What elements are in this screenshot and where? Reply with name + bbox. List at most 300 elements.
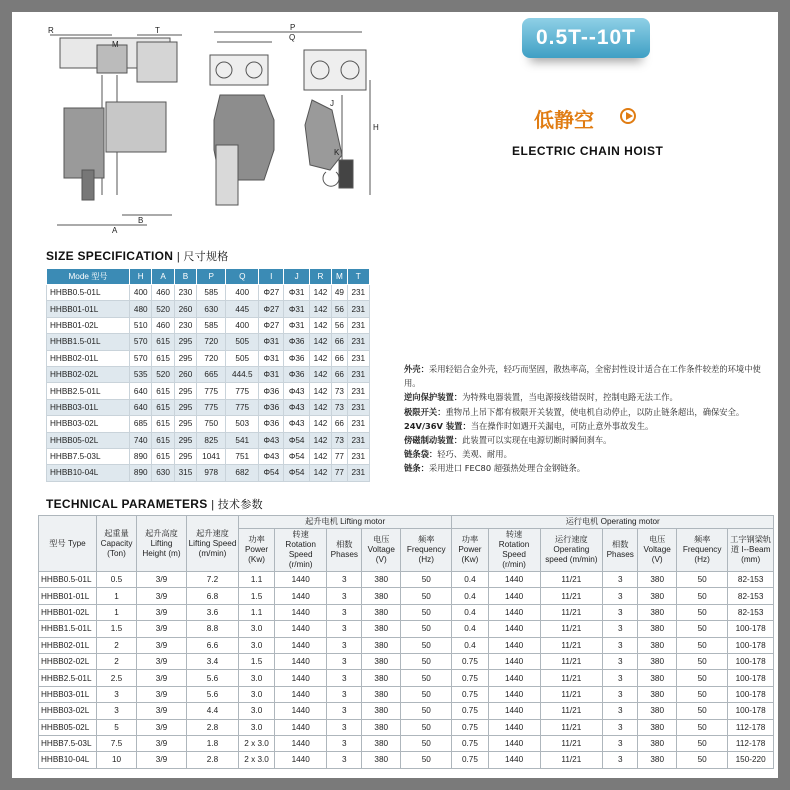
tech-table-cell: 3.6 <box>187 604 239 620</box>
tech-table-cell: 380 <box>362 686 401 702</box>
size-table-cell: Φ31 <box>284 301 309 317</box>
size-table-cell: 615 <box>152 350 174 366</box>
size-table-cell: 775 <box>226 383 259 399</box>
tech-table-cell: 3 <box>327 686 362 702</box>
size-table-cell: 615 <box>152 334 174 350</box>
tech-table-cell: 0.4 <box>452 604 488 620</box>
size-table-cell: Φ31 <box>259 350 284 366</box>
tech-table-cell: 3/9 <box>137 588 187 604</box>
tech-table-cell: 3 <box>603 703 638 719</box>
size-table-cell: 640 <box>130 383 152 399</box>
size-table-cell: 231 <box>347 350 369 366</box>
feature-label: 外壳： <box>404 364 429 374</box>
tech-table-cell: 5.6 <box>187 686 239 702</box>
tech-table-row <box>39 653 774 669</box>
size-table-row <box>47 465 370 481</box>
dim-label-b: B <box>138 216 144 225</box>
tech-table-cell: 1440 <box>488 703 540 719</box>
tech-table-cell: 0.75 <box>452 719 488 735</box>
tech-table-cell: 380 <box>362 703 401 719</box>
tech-params-heading: TECHNICAL PARAMETERS | 技术参数 <box>46 497 263 511</box>
tech-table-cell: 1.5 <box>97 621 137 637</box>
dim-label-p: P <box>290 23 296 32</box>
tech-table-row <box>39 588 774 604</box>
tech-table-cell: 112-178 <box>728 719 774 735</box>
tech-table-cell: 3/9 <box>137 653 187 669</box>
tech-table-cell: 0.4 <box>452 637 488 653</box>
feature-text: 当在操作时如遇开关漏电，可防止意外事故发生。 <box>470 420 654 431</box>
size-table-cell: 400 <box>226 285 259 301</box>
tech-table-row <box>39 621 774 637</box>
tech-table-cell: 1440 <box>488 719 540 735</box>
tech-table-cell: 1440 <box>488 604 540 620</box>
tech-table-cell: 380 <box>638 735 677 751</box>
size-table-cell: 615 <box>152 432 174 448</box>
tech-table-cell: 380 <box>638 604 677 620</box>
tech-table-cell: 100-178 <box>728 703 774 719</box>
size-table-cell: 444.5 <box>226 366 259 382</box>
tech-table-row <box>39 735 774 751</box>
feature-label: 链条： <box>404 463 429 474</box>
size-table-cell: 400 <box>226 317 259 333</box>
tech-table-cell: 380 <box>638 572 677 588</box>
tech-table-cell: 3.0 <box>239 670 275 686</box>
tech-table-cell: 100-178 <box>728 621 774 637</box>
tech-table-cell: 2.5 <box>97 670 137 686</box>
th-om-voltage: 电压 Voltage (V) <box>638 529 677 572</box>
tech-table-cell: 11/21 <box>540 621 603 637</box>
dim-label-k: K <box>334 148 340 157</box>
size-table-cell: Φ36 <box>259 383 284 399</box>
size-table-cell: 142 <box>309 432 331 448</box>
tech-table-cell: 50 <box>401 637 452 653</box>
size-table-cell: HHBB03-01L <box>47 399 130 415</box>
size-table-cell: 775 <box>197 383 226 399</box>
tech-table-cell: 11/21 <box>540 604 603 620</box>
tech-table-cell: 11/21 <box>540 752 603 768</box>
size-col-header: A <box>152 269 174 285</box>
tech-table-cell: 380 <box>638 653 677 669</box>
tech-table-cell: 3 <box>327 604 362 620</box>
tech-table-cell: 3/9 <box>137 686 187 702</box>
dim-label-h: H <box>373 123 379 132</box>
size-table-row <box>47 301 370 317</box>
size-table-cell: Φ36 <box>259 416 284 432</box>
size-table-cell: 56 <box>332 301 347 317</box>
dim-label-q: Q <box>289 33 296 42</box>
tech-table-row <box>39 637 774 653</box>
size-table-cell: Φ31 <box>259 334 284 350</box>
tech-table-cell: 3 <box>327 588 362 604</box>
size-table-cell: Φ31 <box>284 317 309 333</box>
size-table-cell: 505 <box>226 350 259 366</box>
size-table-row <box>47 383 370 399</box>
tech-table-cell: 380 <box>362 604 401 620</box>
feature-list <box>404 362 766 476</box>
tech-table-cell: 0.75 <box>452 735 488 751</box>
size-table-cell: 890 <box>130 448 152 464</box>
size-table-cell: Φ27 <box>259 285 284 301</box>
tech-table-cell: 3.4 <box>187 653 239 669</box>
tech-table-cell: 380 <box>362 719 401 735</box>
size-table-cell: 541 <box>226 432 259 448</box>
size-table-cell: HHBB7.5-03L <box>47 448 130 464</box>
size-col-header: M <box>332 269 347 285</box>
tech-table-cell: 50 <box>677 719 728 735</box>
tech-table-cell: 1440 <box>275 572 327 588</box>
dim-label-r: R <box>48 26 54 35</box>
feature-item <box>404 461 766 475</box>
tech-table-cell: 50 <box>401 735 452 751</box>
size-table-cell: Φ27 <box>259 301 284 317</box>
size-table-cell: 231 <box>347 317 369 333</box>
size-col-header: H <box>130 269 152 285</box>
tech-table-cell: 1440 <box>275 670 327 686</box>
tech-table-cell: HHBB10-04L <box>39 752 97 768</box>
tech-table-cell: 3 <box>327 735 362 751</box>
tech-table-cell: HHBB7.5-03L <box>39 735 97 751</box>
th-capacity: 起重量 Capacity (Ton) <box>97 516 137 572</box>
tech-table-cell: 7.2 <box>187 572 239 588</box>
size-table-cell: 231 <box>347 366 369 382</box>
tech-table-cell: 3/9 <box>137 621 187 637</box>
size-col-header: Q <box>226 269 259 285</box>
size-table-cell: 890 <box>130 465 152 481</box>
size-table-cell: 775 <box>197 399 226 415</box>
tech-table-cell: 380 <box>638 752 677 768</box>
size-table-cell: Φ36 <box>284 366 309 382</box>
size-table-cell: 665 <box>197 366 226 382</box>
tech-table-cell: 11/21 <box>540 686 603 702</box>
tech-table-row <box>39 703 774 719</box>
size-table-cell: 640 <box>130 399 152 415</box>
tech-table-cell: 3 <box>97 686 137 702</box>
tech-table-cell: HHBB0.5-01L <box>39 572 97 588</box>
tech-table-cell: 2.8 <box>187 752 239 768</box>
tech-table-cell: 4.4 <box>187 703 239 719</box>
feature-text: 此装置可以实现在电源切断时瞬间刹车。 <box>462 435 612 446</box>
th-om-frequency: 频率 Frequency (Hz) <box>677 529 728 572</box>
tech-table-cell: 150-220 <box>728 752 774 768</box>
size-table-cell: 73 <box>332 399 347 415</box>
th-lm-frequency: 频率 Frequency (Hz) <box>401 529 452 572</box>
tech-table-cell: 0.4 <box>452 588 488 604</box>
dim-label-t: T <box>155 26 160 35</box>
size-table-cell: 260 <box>174 366 196 382</box>
size-table-cell: 685 <box>130 416 152 432</box>
tech-table-cell: 3 <box>97 703 137 719</box>
size-table-cell: 570 <box>130 334 152 350</box>
tech-table-cell: 3 <box>603 588 638 604</box>
tech-table-cell: 3 <box>603 686 638 702</box>
size-table-cell: 66 <box>332 350 347 366</box>
tech-table-cell: 1440 <box>488 588 540 604</box>
tech-table-cell: 1440 <box>488 670 540 686</box>
tech-table-cell: 2 x 3.0 <box>239 735 275 751</box>
tech-table-cell: 50 <box>677 621 728 637</box>
tech-table-cell: 3 <box>327 637 362 653</box>
feature-text: 为特殊电器装置，当电源接线错误时，控制电路无法工作。 <box>462 392 678 403</box>
th-lifting-height: 起升高度 Lifting Height (m) <box>137 516 187 572</box>
tech-table-cell: 50 <box>401 604 452 620</box>
tech-table-cell: 50 <box>677 752 728 768</box>
th-om-beam: 工字钢梁轨道 I--Beam (mm) <box>728 529 774 572</box>
size-table-row <box>47 285 370 301</box>
tech-table-cell: 7.5 <box>97 735 137 751</box>
tech-table-row <box>39 572 774 588</box>
tech-table-cell: 50 <box>401 653 452 669</box>
tech-table-cell: 50 <box>401 621 452 637</box>
tech-table-cell: 0.5 <box>97 572 137 588</box>
tech-table-cell: 3 <box>327 653 362 669</box>
th-lm-power: 功率 Power (Kw) <box>239 529 275 572</box>
feature-item <box>404 405 766 419</box>
tech-table-cell: 10 <box>97 752 137 768</box>
tech-params-title: TECHNICAL PARAMETERS <box>46 497 208 511</box>
tech-table-cell: 0.4 <box>452 572 488 588</box>
tech-table-cell: 1440 <box>488 735 540 751</box>
tech-table-cell: 50 <box>677 670 728 686</box>
size-spec-title-cn: 尺寸规格 <box>183 251 229 263</box>
th-om-phases: 相数 Phases <box>603 529 638 572</box>
size-table-row <box>47 317 370 333</box>
size-table-cell: Φ36 <box>284 334 309 350</box>
size-table-cell: 142 <box>309 383 331 399</box>
tech-table-cell: 1.1 <box>239 604 275 620</box>
tech-table-row <box>39 604 774 620</box>
tech-table-cell: 1.1 <box>239 572 275 588</box>
size-table-cell: 142 <box>309 448 331 464</box>
tech-table-cell: 8.8 <box>187 621 239 637</box>
size-col-header: R <box>309 269 331 285</box>
tech-table-cell: 380 <box>362 588 401 604</box>
feature-item <box>404 362 766 390</box>
size-table-cell: HHBB05-02L <box>47 432 130 448</box>
tech-table-cell: HHBB1.5-01L <box>39 621 97 637</box>
tech-table-cell: 11/21 <box>540 735 603 751</box>
tech-table-cell: 3/9 <box>137 719 187 735</box>
tech-table-cell: 11/21 <box>540 719 603 735</box>
tech-table-row <box>39 752 774 768</box>
size-table-cell: 295 <box>174 350 196 366</box>
size-col-header: J <box>284 269 309 285</box>
tech-table-cell: 50 <box>677 604 728 620</box>
play-arrow-icon <box>620 108 636 124</box>
size-table-cell: Φ36 <box>259 399 284 415</box>
size-table-cell: HHBB03-02L <box>47 416 130 432</box>
size-table-cell: 231 <box>347 334 369 350</box>
tech-table-cell: 100-178 <box>728 670 774 686</box>
tech-table-cell: 380 <box>362 670 401 686</box>
size-table-cell: 400 <box>130 285 152 301</box>
size-table-cell: 460 <box>152 285 174 301</box>
size-table-cell: 1041 <box>197 448 226 464</box>
size-table-cell: 142 <box>309 416 331 432</box>
size-table-cell: 66 <box>332 334 347 350</box>
tech-table-cell: 50 <box>677 588 728 604</box>
size-table-cell: 231 <box>347 383 369 399</box>
tech-table-cell: 3.0 <box>239 703 275 719</box>
tech-table-cell: 3 <box>603 735 638 751</box>
tech-table-cell: 50 <box>677 735 728 751</box>
tech-table-row <box>39 719 774 735</box>
tech-table-cell: 11/21 <box>540 572 603 588</box>
feature-label: 傍磁制动装置： <box>404 435 463 446</box>
tech-table-cell: 3.0 <box>239 686 275 702</box>
size-table-cell: 230 <box>174 317 196 333</box>
tech-table-cell: 2 <box>97 653 137 669</box>
size-table-cell: 56 <box>332 317 347 333</box>
tech-params-title-cn: 技术参数 <box>217 499 263 511</box>
size-table-cell: Φ43 <box>284 383 309 399</box>
size-table-cell: 682 <box>226 465 259 481</box>
feature-item <box>404 433 766 447</box>
tech-table-cell: HHBB02-02L <box>39 653 97 669</box>
size-col-header: I <box>259 269 284 285</box>
tech-table-cell: 0.75 <box>452 670 488 686</box>
size-table-cell: 142 <box>309 285 331 301</box>
tech-table-cell: 1.8 <box>187 735 239 751</box>
size-table-cell: Φ54 <box>284 465 309 481</box>
size-table-cell: 231 <box>347 465 369 481</box>
size-table-cell: 510 <box>130 317 152 333</box>
tech-table-cell: 100-178 <box>728 653 774 669</box>
size-table-cell: 585 <box>197 285 226 301</box>
size-table-cell: Φ43 <box>284 399 309 415</box>
size-table-cell: 142 <box>309 301 331 317</box>
tech-table-cell: 1.5 <box>239 588 275 604</box>
th-lifting-motor: 起升电机 Lifting motor <box>239 516 452 529</box>
size-table-cell: 503 <box>226 416 259 432</box>
size-spec-heading: SIZE SPECIFICATION | 尺寸规格 <box>46 249 229 263</box>
tech-table-cell: 380 <box>638 621 677 637</box>
size-table-cell: 615 <box>152 416 174 432</box>
size-table-cell: HHBB02-01L <box>47 350 130 366</box>
size-table-cell: 520 <box>152 301 174 317</box>
tech-table-cell: 0.4 <box>452 621 488 637</box>
size-table-row <box>47 350 370 366</box>
feature-text: 轻巧、美观、耐用。 <box>437 449 512 460</box>
size-table-cell: 720 <box>197 334 226 350</box>
dim-label-m: M <box>112 40 119 49</box>
brand-title-cn: 低静空 <box>534 108 594 132</box>
size-col-header: B <box>174 269 196 285</box>
product-title: ELECTRIC CHAIN HOIST <box>512 144 664 158</box>
tech-table-cell: 1440 <box>275 604 327 620</box>
tech-table-cell: 3 <box>327 719 362 735</box>
tech-table-cell: HHBB01-01L <box>39 588 97 604</box>
size-table-cell: HHBB10-04L <box>47 465 130 481</box>
size-table-cell: 740 <box>130 432 152 448</box>
tech-table-cell: 1440 <box>275 588 327 604</box>
tech-table-cell: 0.75 <box>452 752 488 768</box>
size-table-cell: 142 <box>309 334 331 350</box>
tech-table-cell: 2 x 3.0 <box>239 752 275 768</box>
size-table-row <box>47 432 370 448</box>
tech-table-cell: 3/9 <box>137 735 187 751</box>
size-table-cell: 585 <box>197 317 226 333</box>
tech-table-row <box>39 686 774 702</box>
size-table-cell: 315 <box>174 465 196 481</box>
catalog-page <box>12 12 778 778</box>
tech-table-cell: HHBB03-01L <box>39 686 97 702</box>
size-table-cell: 260 <box>174 301 196 317</box>
tech-table-cell: 1440 <box>488 572 540 588</box>
tech-table-cell: 3 <box>603 670 638 686</box>
size-table-cell: 66 <box>332 416 347 432</box>
th-om-operating-speed: 运行速度 Operating speed (m/min) <box>540 529 603 572</box>
tech-table-cell: 3 <box>327 703 362 719</box>
tech-table-cell: 3/9 <box>137 670 187 686</box>
size-table-cell: 480 <box>130 301 152 317</box>
tech-table-cell: 50 <box>401 752 452 768</box>
size-col-header: T <box>347 269 369 285</box>
th-type: 型号 Type <box>39 516 97 572</box>
size-table-cell: 73 <box>332 383 347 399</box>
tech-table-cell: 3 <box>327 621 362 637</box>
size-table-cell: 295 <box>174 416 196 432</box>
size-table-cell: 295 <box>174 334 196 350</box>
size-table-cell: 231 <box>347 432 369 448</box>
size-table-cell: 750 <box>197 416 226 432</box>
size-col-header: Mode 型号 <box>47 269 130 285</box>
feature-label: 24V/36V 装置： <box>404 420 471 431</box>
tech-table-cell: HHBB03-02L <box>39 703 97 719</box>
tech-table-cell: 1440 <box>488 686 540 702</box>
tech-table-cell: 1 <box>97 588 137 604</box>
feature-item <box>404 447 766 461</box>
tech-table-cell: HHBB05-02L <box>39 719 97 735</box>
feature-label: 极限开关： <box>404 406 446 417</box>
tech-table-cell: 1440 <box>488 752 540 768</box>
tech-table-cell: 1440 <box>275 719 327 735</box>
size-table-cell: 460 <box>152 317 174 333</box>
tech-table-cell: 5 <box>97 719 137 735</box>
tech-table-cell: 11/21 <box>540 703 603 719</box>
tech-table-cell: 0.75 <box>452 686 488 702</box>
size-table-cell: 73 <box>332 432 347 448</box>
tech-table-cell: 380 <box>362 637 401 653</box>
tech-table-cell: HHBB2.5-01L <box>39 670 97 686</box>
tech-table-cell: 0.75 <box>452 653 488 669</box>
size-table-cell: 231 <box>347 416 369 432</box>
size-table-cell: 231 <box>347 285 369 301</box>
size-table-cell: 615 <box>152 448 174 464</box>
size-table-cell: Φ54 <box>259 465 284 481</box>
tech-table-cell: 3.0 <box>239 621 275 637</box>
tech-table-cell: 380 <box>362 621 401 637</box>
tech-table-cell: HHBB01-02L <box>39 604 97 620</box>
size-table-cell: 775 <box>226 399 259 415</box>
size-table-row <box>47 334 370 350</box>
tech-table-cell: 3 <box>327 670 362 686</box>
feature-label: 逆向保护装置： <box>404 392 463 403</box>
tech-table-cell: 380 <box>362 752 401 768</box>
tech-table-cell: 82-153 <box>728 604 774 620</box>
size-table-cell: Φ43 <box>284 416 309 432</box>
size-table-cell: 615 <box>152 383 174 399</box>
tech-params-table <box>38 515 774 769</box>
tech-table-cell: 82-153 <box>728 572 774 588</box>
size-table-cell: 142 <box>309 350 331 366</box>
size-table-cell: 445 <box>226 301 259 317</box>
size-table-cell: 66 <box>332 366 347 382</box>
tech-table-cell: 3 <box>327 572 362 588</box>
feature-text: 采用进口 FEC80 超强热处理合金钢链条。 <box>428 463 586 474</box>
tech-table-cell: 1440 <box>488 653 540 669</box>
size-table-row <box>47 416 370 432</box>
size-table-cell: HHBB01-02L <box>47 317 130 333</box>
